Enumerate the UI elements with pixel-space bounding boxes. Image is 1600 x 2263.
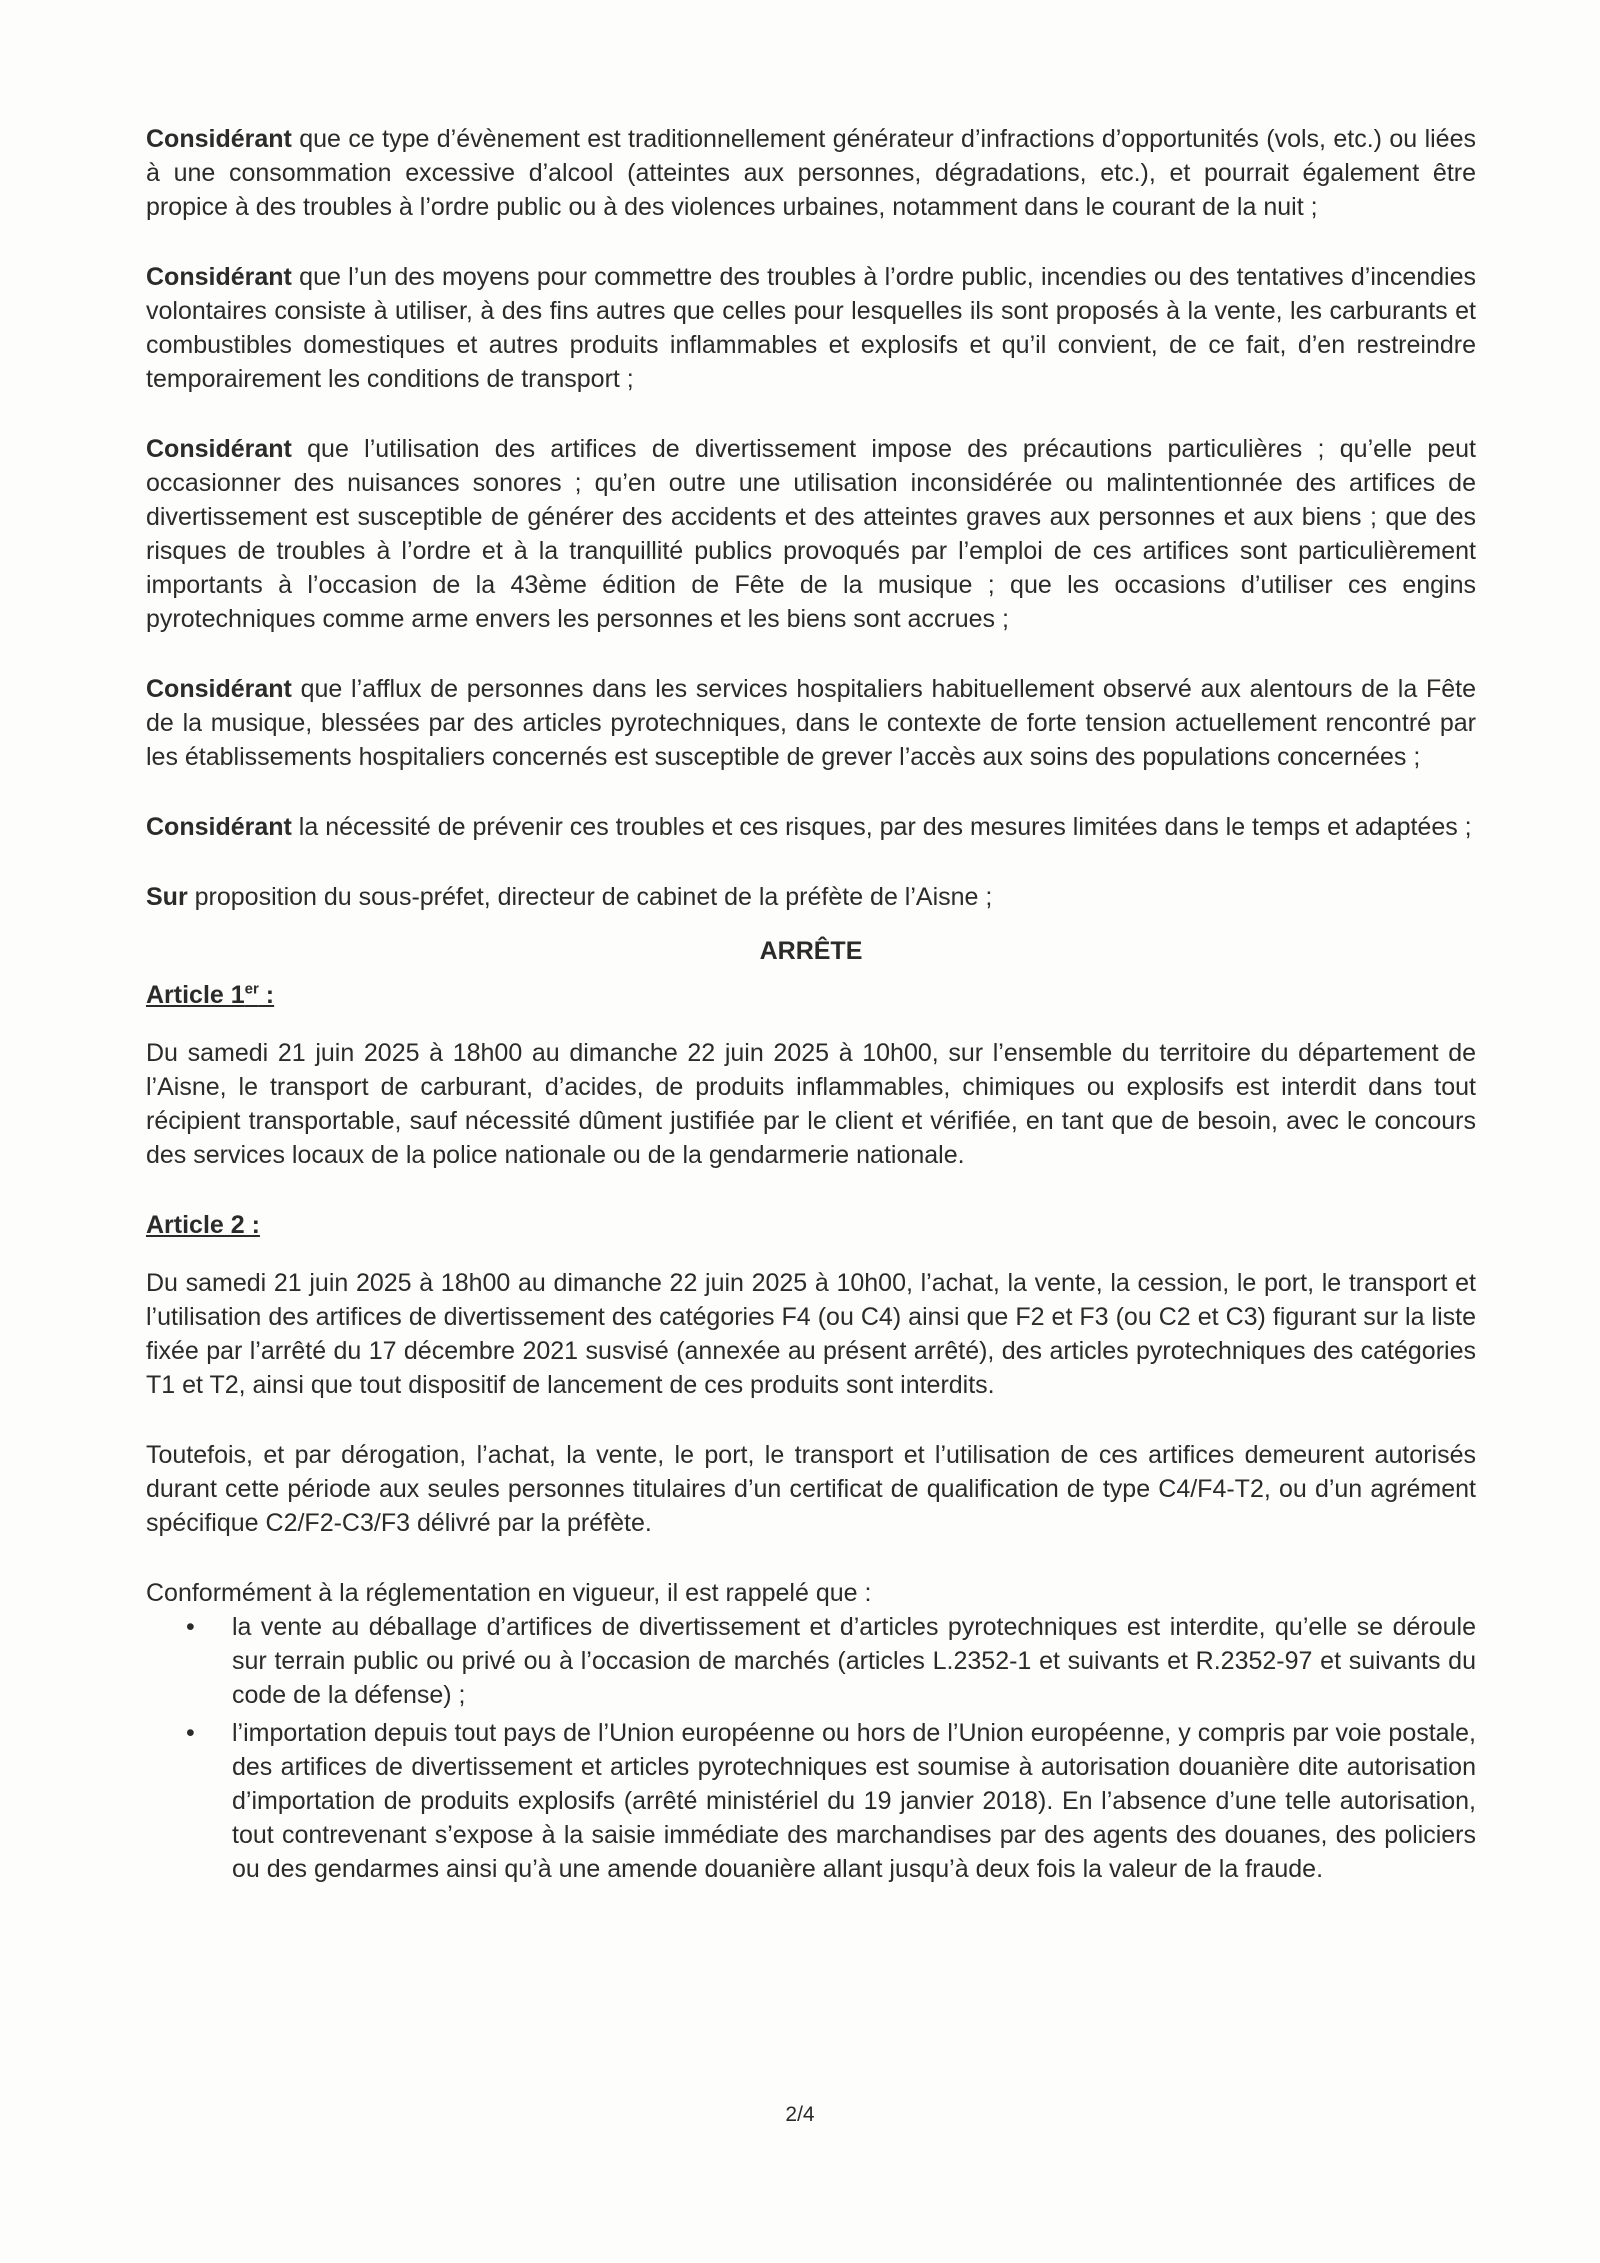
article-1-heading-sup: er [244,980,259,998]
paragraph-text: que l’afflux de personnes dans les services hospitaliers habituellement observé aux alentours de la Fête de la musique, blessées par des articles pyrotechniques, dans le contexte de forte tension actuellement rencontré par les établissements hospitaliers concernés est susceptible de grever l’accès aux soins des populations concernées ; [146,675,1476,771]
paragraph-keyword: Considérant [146,263,292,291]
article-2-paragraph-1: Du samedi 21 juin 2025 à 18h00 au dimanche 22 juin 2025 à 10h00, l’achat, la vente, la cession, le port, le transport et l’utilisation des artifices de divertissement des catégories F4 (ou C4) ainsi que F2 et F3 (ou C2 et C3) figurant sur la liste fixée par l’arrêté du 17 décembre 2021 susvisé (annexée au présent arrêté), des articles pyrotechniques des catégories T1 et T2, ainsi que tout dispositif de lancement de ces produits sont interdits. [146,1269,1476,1399]
paragraph-keyword: Considérant [146,435,292,463]
list-item: • l’importation depuis tout pays de l’Union européenne ou hors de l’Union européenne, y compris par voie postale, des artifices de divertissement et articles pyrotechniques est soumise à autorisation douanière dite autorisation d’importation de produits explosifs (arrêté ministériel du 19 janvier 2018). En l’absence d’une telle autorisation, tout contrevenant s’expose à la saisie immédiate des marchandises par des agents des douanes, des policiers ou des gendarmes ainsi qu’à une amende douanière allant jusqu’à deux fois la valeur de la fraude. [146,1716,1476,1886]
article-1-text: Du samedi 21 juin 2025 à 18h00 au dimanche 22 juin 2025 à 10h00, sur l’ensemble du territoire du département de l’Aisne, le transport de carburant, d’acides, de produits inflammables, chimiques ou explosifs est interdit dans tout récipient transportable, sauf nécessité dûment justifiée par le client et vérifiée, en tant que de besoin, avec le concours des services locaux de la police nationale ou de la gendarmerie nationale. [146,1039,1476,1169]
article-2-heading: Article 2 : [146,1211,260,1239]
proposition-paragraph [146,880,1476,914]
arrete-title: ARRÊTE [759,937,863,965]
page-number: 2/4 [785,2103,815,2126]
article-1-heading-suffix: : [258,981,275,1009]
list-item: • la vente au déballage d’artifices de divertissement et d’articles pyrotechniques est interdite, qu’elle se déroule sur terrain public ou privé ou à l’occasion de marchés (articles L.2352-1 et suivants et R.2352-97 et suivants du code de la défense) ; [146,1610,1476,1712]
paragraph-text: la nécessité de prévenir ces troubles et ces risques, par des mesures limitées dans le temps et adaptées ; [291,813,1472,841]
paragraph-keyword: Considérant [146,813,292,841]
article-1-heading [146,978,1476,1012]
document-body [146,122,1476,1890]
article-2-paragraph-2: Toutefois, et par dérogation, l’achat, la vente, le port, le transport et l’utilisation de ces artifices demeurent autorisés durant cette période aux seules personnes titulaires d’un certificat de qualification de type C4/F4-T2, ou d’un agrément spécifique C2/F2-C3/F3 délivré par la préfète. [146,1441,1476,1537]
considerant-paragraph-4 [146,672,1476,774]
considerant-paragraph-3 [146,432,1476,636]
paragraph-keyword: Considérant [146,675,292,703]
considerant-paragraph-5 [146,810,1476,844]
considerant-paragraph-2 [146,260,1476,396]
considerant-paragraph-1 [146,122,1476,224]
paragraph-text: proposition du sous-préfet, directeur de cabinet de la préfète de l’Aisne ; [187,883,993,911]
article-2-bullet-list [146,1610,1476,1886]
paragraph-text: que l’un des moyens pour commettre des troubles à l’ordre public, incendies ou des tentatives d’incendies volontaires consiste à utiliser, à des fins autres que celles pour lesquelles ils sont proposés à la vente, les carburants et combustibles domestiques et autres produits inflammables et explosifs et qu’il convient, de ce fait, d’en restreindre temporairement les conditions de transport ; [146,263,1476,393]
paragraph-keyword: Sur [146,883,188,911]
paragraph-text: que l’utilisation des artifices de divertissement impose des précautions particulières ; qu’elle peut occasionner des nuisances sonores ; qu’en outre une utilisation inconsidérée ou malintentionnée des artifices de divertissement est susceptible de générer des accidents et des atteintes graves aux personnes et aux biens ; que des risques de troubles à l’ordre et à la tranquillité publics provoqués par l’emploi de ces artifices sont particulièrement importants à l’occasion de la 43ème édition de Fête de la musique ; que les occasions d’utiliser ces engins pyrotechniques comme arme envers les personnes et les biens sont accrues ; [146,435,1476,633]
article-1-heading-text: Article 1 [146,981,245,1009]
paragraph-keyword: Considérant [146,125,292,153]
paragraph-text: que ce type d’évènement est traditionnellement générateur d’infractions d’opportunités (vols, etc.) ou liées à une consommation excessive d’alcool (atteintes aux personnes, dégradations, etc.), et pourrait également être propice à des troubles à l’ordre public ou à des violences urbaines, notamment dans le courant de la nuit ; [146,125,1476,221]
article-2-intro: Conformément à la réglementation en vigueur, il est rappelé que : [146,1579,872,1607]
